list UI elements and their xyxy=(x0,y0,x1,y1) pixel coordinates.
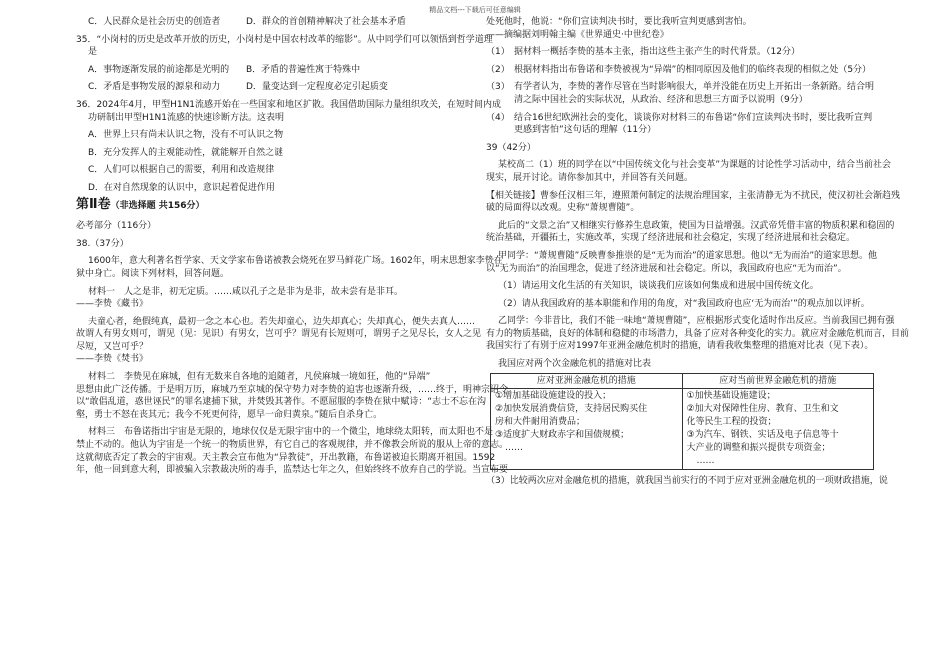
material-3-line3: 这就彻底否定了教会的宇宙观。天主教会宣布他为“异教徒”，开出教籍，布鲁诺被迫长期离开祖国。1592 xyxy=(76,452,496,463)
q38-intro-line2: 狱中身亡。阅读下列材料，回答问题。 xyxy=(76,268,230,279)
q36-option-c: C．人们可以根据自己的需要，利用和改造规律 xyxy=(88,165,275,176)
table-header-row xyxy=(491,373,874,389)
section-2-heading: 第Ⅱ卷 xyxy=(76,196,111,212)
sub-text: 据材料一概括李贽的基本主张，指出这些主张产生的时代背景。（12分） xyxy=(514,47,800,58)
material-2-line2: 思想由此广泛传播。于是明万历，麻城乃至京城的保守势力对李贽的迫害也逐渐升级，……终于，明神宗诏令 xyxy=(76,384,509,395)
option-c: C．人民群众是社会历史的创造者 xyxy=(88,17,221,27)
material-1: 材料一 人之是非，初无定质。……咸以孔子之是非为是非，故未尝有是非耳。 xyxy=(88,286,404,297)
student-b-line3: 我国实行了有别于应对1997年亚洲金融危机时的措施，请看我收集整理的措施对比表（见下表）。 xyxy=(486,341,874,352)
q36-option-b: B．充分发挥人的主观能动性，就能解开自然之谜 xyxy=(88,147,284,158)
q35-stem-line2: 是 xyxy=(88,47,98,58)
q38-sub-4 xyxy=(486,112,876,137)
measure-line: ②加快发展消费信贷，支持居民购买住 xyxy=(495,404,648,415)
measure-ellipsis: …… xyxy=(505,443,523,454)
student-a-line2: 以“无为而治”的治国理念，促进了经济进展和社会稳定。所以，我国政府也应“无为而治”。 xyxy=(486,263,847,274)
page-header: 精品文档---下载后可任意编辑 xyxy=(429,6,521,14)
sub-number: （2） xyxy=(486,64,510,75)
measure-line: 化等民生工程的投资； xyxy=(686,417,777,428)
q36-stem-line1: 36．2024年4月，甲型H1N1流感开始在一些国家和地区扩散。我国借助国际力量组织攻关，在短时间内成 xyxy=(76,99,502,110)
student-a-question-1: （1）请运用文化生活的有关知识，谈谈我们应该如何集成和进展中国传统文化。 xyxy=(498,281,819,292)
q35-options-row2 xyxy=(76,81,464,94)
q39-intro-line2: 现实，展开讨论。请你参加其中，并回答有关问题。 xyxy=(486,172,694,183)
table-cell-world-measures xyxy=(682,389,874,470)
option-c: C．矛盾是事物发展的源泉和动力 xyxy=(88,82,221,93)
measure-line: 房和大件耐用消费品； xyxy=(495,417,586,428)
sub-number: （4） xyxy=(486,112,510,123)
sub-text: 根据材料指出布鲁诺和李贽被视为“异端”的相同原因及他们的临终表现的相似之处（5分） xyxy=(514,64,872,75)
q38-intro-line1: 1600年，意大利著名哲学家、天文学家布鲁诺被教会烧死在罗马鲜花广场。1602年，明末思想家李贽在 xyxy=(88,256,503,267)
material-2-line4: 壑，勇士不怒在丧其元；我今不死更何待，愿早一命归黄泉。”随后自杀身亡。 xyxy=(76,409,383,420)
q35-options-row1 xyxy=(76,64,464,77)
measure-line: ③为汽车、钢铁、实话及电子信息等十 xyxy=(686,430,839,441)
q39-heading: 39（42分） xyxy=(486,142,536,153)
table-caption: 我国应对两个次金融危机的措施对比表 xyxy=(498,359,652,370)
q38-sub-1 xyxy=(486,46,876,59)
option-d: D．群众的首创精神解决了社会基本矛盾 xyxy=(246,17,406,27)
sub-text: 结合16世纪欧洲社会的变化，谈谈你对材料三的布鲁诺“你们宣读判决书时，要比我听宣判更感到害怕”这句话的理解（11分） xyxy=(514,112,873,136)
table-cell-asian-measures xyxy=(491,389,683,470)
table-header-asian-crisis: 应对亚洲金融危机的措施 xyxy=(491,373,683,389)
option-a: A．事物逐渐发展的前途都是光明的 xyxy=(88,64,230,75)
sub-number: （3） xyxy=(486,82,510,93)
q36-option-d: D．在对自然现象的认识中，意识起着促进作用 xyxy=(88,182,275,193)
sub-number: （1） xyxy=(486,47,510,58)
material-1b-line1: 夫童心者，绝假纯真，最初一念之本心也。若失却童心，边失却真心；失却真心，便失去真人…… xyxy=(88,316,476,327)
required-part: 必考部分（116分） xyxy=(76,221,157,232)
q38-sub-2 xyxy=(486,64,876,77)
measure-line: ②加大对保障性住房、教育、卫生和文 xyxy=(686,404,839,415)
left-column xyxy=(76,16,509,477)
measure-line: 大产业的调整和振兴提供专项资金； xyxy=(686,443,831,454)
section-2-subtitle: （非选择题 共156分） xyxy=(110,200,205,211)
q34-options xyxy=(76,16,464,29)
q36-stem-line2: 功研制出甲型H1N1流感的快速诊断方法。这表明 xyxy=(88,112,284,123)
measure-line: ③适度扩大财政赤字和国债规模； xyxy=(495,430,630,441)
material-3-line4: 年，他一回到意大利，即被骗入宗教裁决所的毒手，监禁达七年之久，但始终终不放弃自己的学说。当宣布要 xyxy=(76,465,509,476)
measure-ellipsis: …… xyxy=(696,456,715,467)
material-3-line1: 材料三 布鲁诺指出宇宙是无限的，地球仅仅是无限宇宙中的一个微尘，地球绕太阳转，而太阳也不是 xyxy=(88,427,494,438)
material-1-source: ——李贽《藏书》 xyxy=(76,299,149,310)
option-d: D．量变达到一定程度必定引起质变 xyxy=(246,82,388,93)
wenjing-line1: 此后的“文景之治”又相继实行修养生息政策，使国为日益增强。汉武帝凭借丰富的物质积累和稳固的 xyxy=(498,220,895,231)
q36-option-a: A．世界上只有尚未认识之物，没有不可认识之物 xyxy=(88,130,284,141)
measure-line: ①加快基础设施建设； xyxy=(686,391,776,402)
section-2-title xyxy=(76,196,464,213)
material-2-line1: 材料二 李贽见在麻城，但有无数来自各地的追随者，凡侯麻城一境如狂，他的“异端” xyxy=(88,372,431,383)
q35-stem-line1: 35．“小岗村的历史是改革开放的历史，小岗村是中国农村改革的缩影”。从中同学们可以领悟到哲学道理 xyxy=(76,34,493,45)
comparison-table xyxy=(490,373,874,471)
related-link-line1: 【相关链接】曹参任汉相三年，遵照萧何制定的法规治理国家，主张清静无为不扰民，使汉初社会渐趋残 xyxy=(486,190,901,201)
material-1b-source: ——李贽《焚书》 xyxy=(76,354,149,365)
student-a-line1: 甲同学：“萧规曹随”反映曹参推崇的是“无为而治”的道家思想。他以“无为而治”的道家思想。他 xyxy=(498,250,877,261)
material-2-line3: 以“敢倡乱道，惑世诬民”的罪名逮捕下狱，并焚毁其著作。不愿屈服的李贽在狱中赋诗：“志士不忘在沟 xyxy=(76,397,486,408)
material-3-continuation: 处死他时，他说：“你们宣读判决书时，要比我听宣判更感到害怕。 xyxy=(486,17,752,27)
student-a-question-2: （2）请从我国政府的基本职能和作用的角度，对“我国政府也应‘无为而治’”的观点加以评析。 xyxy=(498,298,870,309)
wenjing-line2: 统治基础，开疆拓土，实施改革，实现了经济进展和社会稳定，实现了经济进展和社会稳定。 xyxy=(486,233,856,244)
related-link-line2: 破的局面得以改观。史称“萧规曹随”。 xyxy=(486,203,640,214)
option-b: B．矛盾的普遍性寓于特殊中 xyxy=(246,64,361,75)
material-1b-line3: 尽短，又岂可乎？ xyxy=(76,341,149,352)
table-header-world-crisis: 应对当前世界金融危机的措施 xyxy=(682,373,874,389)
material-1b-line2: 故谓人有男女则可，谓见（见：见识）有男女，岂可乎？谓见有长短则可，谓男子之见尽长，女人之见 xyxy=(76,329,482,340)
student-b-line1: 乙同学：今非昔比，我们不能一味地“萧规曹随”，应根据形式变化适时作出反应。当前我国已拥有强 xyxy=(498,316,895,327)
q38-heading: 38.（37分） xyxy=(76,238,129,249)
student-b-line2: 有力的物质基础，良好的体制和稳健的市场潜力，具备了应对各种变化的实力。就应对金融危机而言，目前 xyxy=(486,328,910,339)
student-b-question-3: （3）比较两次应对金融危机的措施，就我国当前实行的不同于应对亚洲金融危机的一项财政措施，说 xyxy=(486,476,888,487)
material-3-line2: 禁止不动的。他认为宇宙是一个统一的物质世界，有它自己的客观规律，并不像教会所说的服从上帝的意志。 xyxy=(76,440,509,451)
measure-line: ①增加基础设施建设的投入； xyxy=(495,391,612,402)
right-column xyxy=(486,16,910,488)
q39-intro-line1: 某校高二（1）班的同学在以“中国传统文化与社会变革”为课题的讨论性学习活动中，结合当前社会 xyxy=(498,160,892,171)
material-3-source: ——摘编据刘明翰主编《世界通史·中世纪卷》 xyxy=(486,29,669,40)
table-row xyxy=(491,389,874,470)
q38-sub-3 xyxy=(486,81,876,106)
sub-text: 有学者认为，李贽的著作尽管在当时影响很大，单并没能在历史上开拓出一条新路。结合明清之际中国社会的实际状况，从政治、经济和思想三方面予以说明（9分） xyxy=(514,82,875,105)
